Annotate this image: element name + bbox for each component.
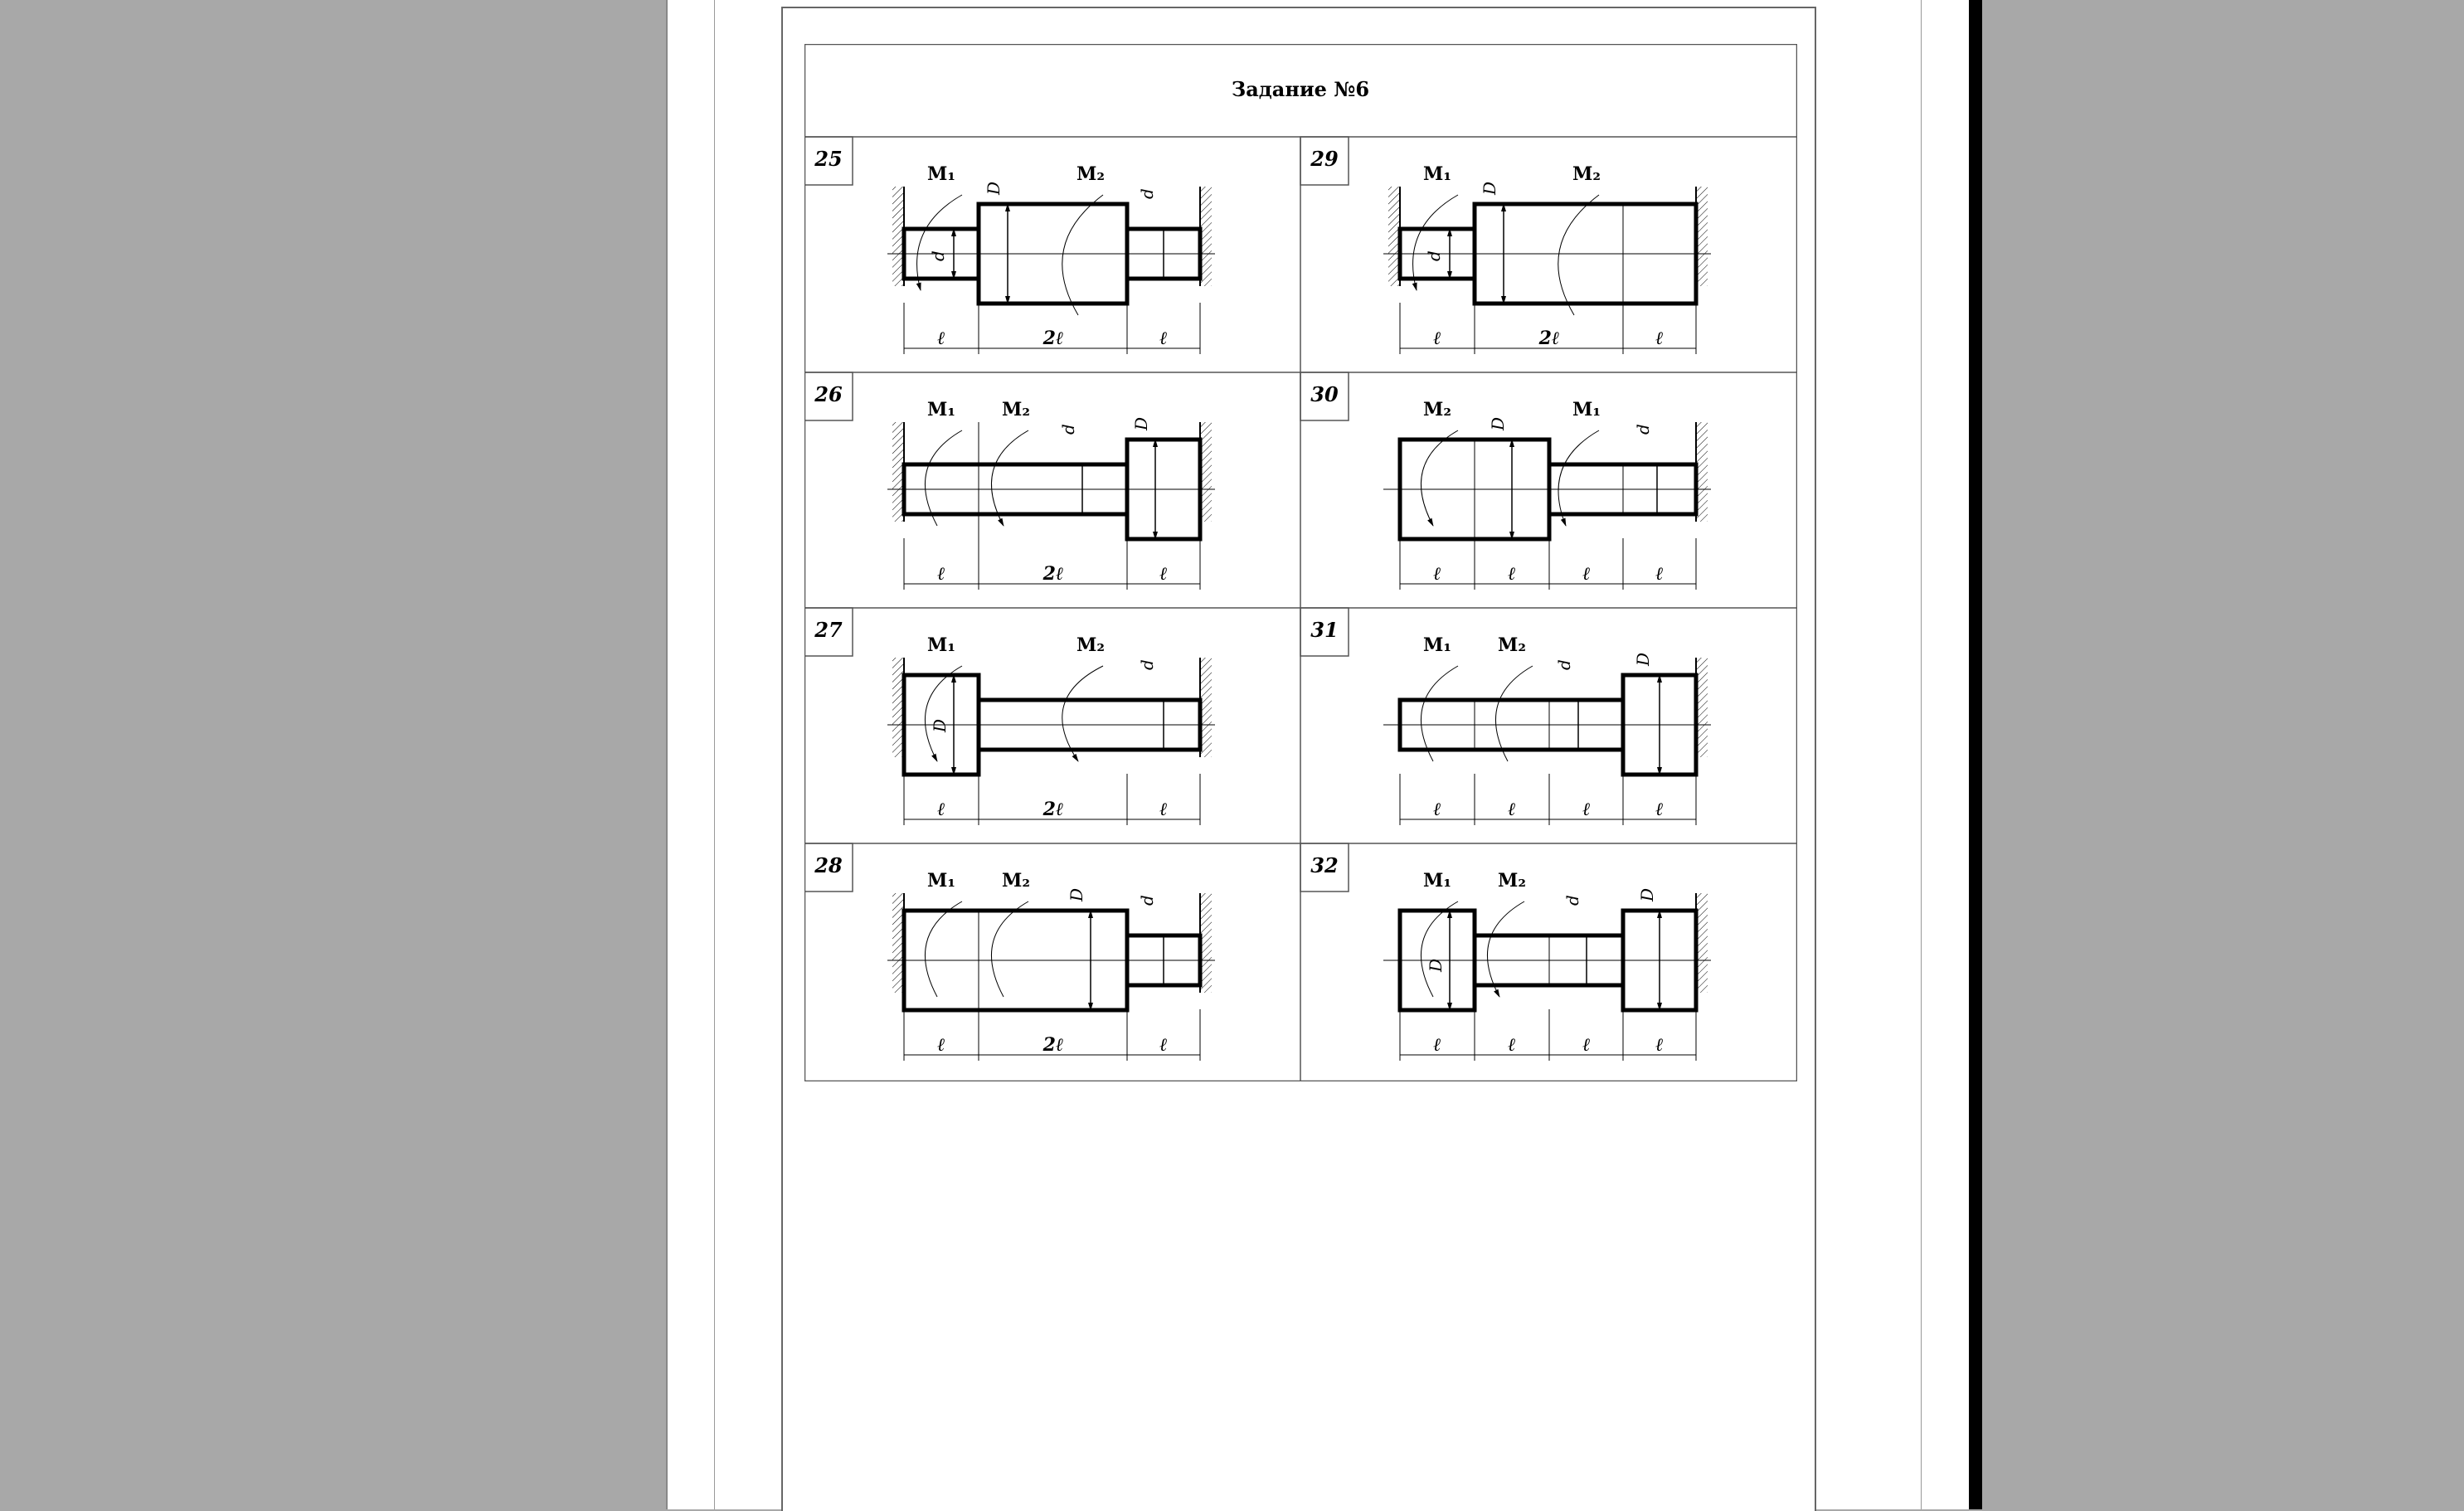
length-label: ℓ [1508, 799, 1516, 820]
variant-number: 26 [814, 382, 843, 406]
torque-label-m1: M₁ [927, 870, 955, 892]
page-margin-right [1921, 0, 1922, 1509]
torque-label-m1: M₁ [1423, 163, 1451, 185]
diameter-label: d [1058, 424, 1078, 435]
variant-32 [1300, 843, 1711, 1061]
variant-25 [804, 137, 1215, 354]
diameter-label: D [1637, 887, 1657, 901]
diameter-label: d [1424, 250, 1444, 261]
length-label: ℓ [1433, 1034, 1441, 1056]
diameter-label: D [1426, 958, 1446, 972]
variant-26 [804, 372, 1215, 590]
torque-label-m1: M₁ [1423, 634, 1451, 656]
variant-27 [804, 608, 1215, 825]
length-label: ℓ [937, 799, 945, 820]
diameter-label: D [1067, 887, 1086, 901]
diameter-label: d [928, 250, 948, 261]
variant-number: 32 [1310, 853, 1339, 877]
scrollbar[interactable] [1969, 0, 1982, 1509]
length-label: ℓ [1508, 563, 1516, 585]
length-label: ℓ [1508, 1034, 1516, 1056]
diameter-label: D [984, 181, 1004, 195]
length-label: ℓ [1582, 1034, 1591, 1056]
diameter-label: D [930, 718, 950, 732]
diameter-label: d [1562, 895, 1582, 906]
variant-number: 25 [814, 147, 843, 171]
length-label: ℓ [1159, 1034, 1168, 1056]
length-label: ℓ [937, 563, 945, 585]
length-label: ℓ [1582, 563, 1591, 585]
torque-label-m1: M₁ [927, 163, 955, 185]
torque-label-m1: M₁ [927, 399, 955, 420]
torque-label-m1: M₁ [1423, 870, 1451, 892]
torque-label-m1: M₁ [1572, 399, 1601, 420]
variant-number: 27 [814, 618, 843, 642]
length-label: ℓ [1655, 799, 1664, 820]
variant-number: 28 [814, 853, 843, 877]
torque-label-m2: M₂ [1002, 870, 1030, 892]
length-label: ℓ [1433, 563, 1441, 585]
diameter-label: d [1137, 895, 1157, 906]
page-margin-left [714, 0, 715, 1509]
torque-label-m2: M₂ [1002, 399, 1030, 420]
length-label: ℓ [1655, 1034, 1664, 1056]
torque-label-m2: M₂ [1076, 163, 1105, 185]
length-label: ℓ [1159, 563, 1168, 585]
diameter-label: D [1633, 652, 1653, 666]
document-title: Задание №6 [1231, 77, 1370, 101]
variant-28 [804, 843, 1215, 1061]
length-label: ℓ [1655, 563, 1664, 585]
length-label: ℓ [937, 1034, 945, 1056]
task-table [804, 44, 1797, 1081]
torque-label-m2: M₂ [1498, 870, 1526, 892]
variant-number: 29 [1310, 147, 1339, 171]
length-label: ℓ [1159, 799, 1168, 820]
length-label: ℓ [1159, 328, 1168, 349]
length-label: ℓ [1433, 328, 1441, 349]
torque-label-m2: M₂ [1498, 634, 1526, 656]
variant-number: 30 [1310, 382, 1339, 406]
variant-30 [1300, 372, 1711, 590]
torque-label-m2: M₂ [1423, 399, 1451, 420]
length-label: 2ℓ [1042, 563, 1064, 585]
length-label: 2ℓ [1042, 328, 1064, 349]
length-label: 2ℓ [1042, 1034, 1064, 1056]
length-label: ℓ [1582, 799, 1591, 820]
variant-31 [1300, 608, 1711, 825]
diameter-label: d [1633, 424, 1653, 435]
length-label: ℓ [1433, 799, 1441, 820]
torque-label-m2: M₂ [1076, 634, 1105, 656]
torque-label-m2: M₂ [1572, 163, 1601, 185]
diameter-label: D [1131, 416, 1151, 430]
diameter-label: d [1137, 659, 1157, 670]
diameter-label: D [1480, 181, 1499, 195]
torque-label-m1: M₁ [927, 634, 955, 656]
diameter-label: d [1554, 659, 1574, 670]
length-label: 2ℓ [1042, 799, 1064, 820]
diameter-label: d [1137, 188, 1157, 199]
length-label: 2ℓ [1538, 328, 1560, 349]
diameter-label: D [1488, 416, 1508, 430]
variant-number: 31 [1310, 618, 1339, 642]
variant-29 [1300, 137, 1711, 354]
length-label: ℓ [1655, 328, 1664, 349]
length-label: ℓ [937, 328, 945, 349]
